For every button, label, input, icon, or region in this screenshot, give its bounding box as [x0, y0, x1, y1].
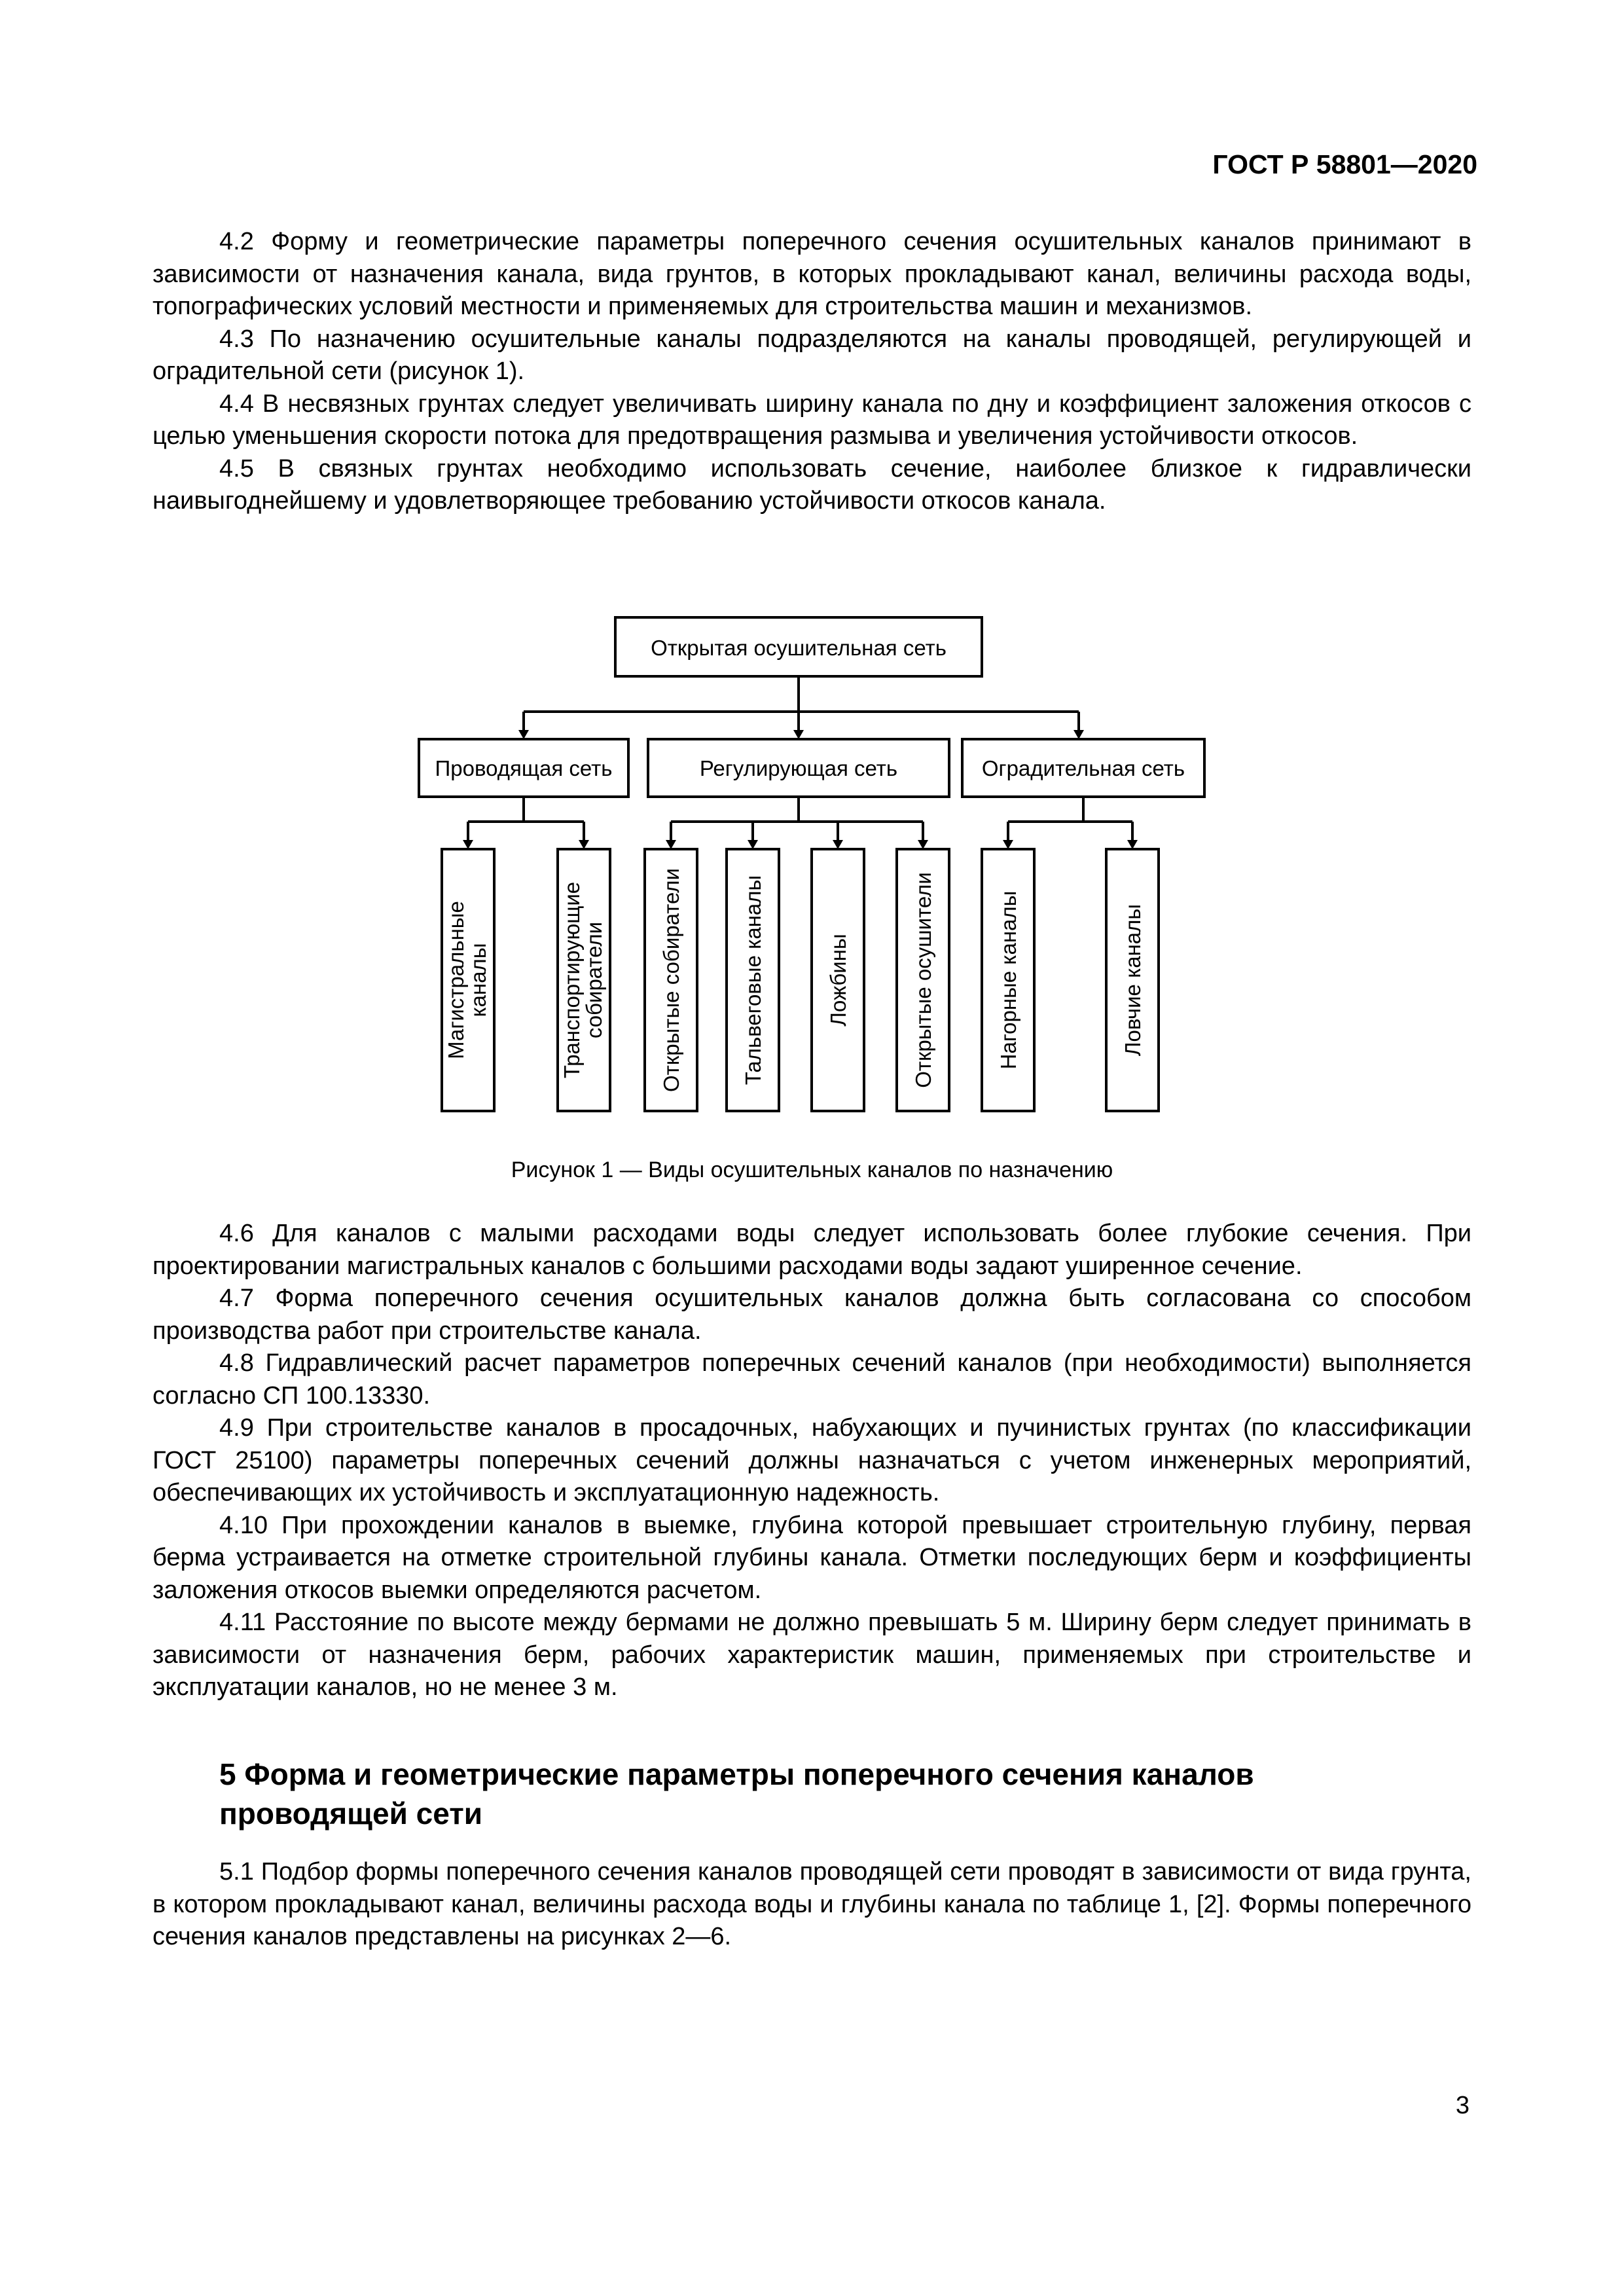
paragraph-4-2: 4.2 Форму и геометрические параметры поперечного сечения осушительных каналов принимают в зависимости от назначения канала, вида грунтов, в которых прокладывают канал, величины расхода воды, топографических условий местности и применяемых для строительства машин и механизмов.	[153, 228, 1471, 320]
leaf-label-lovchie: Ловчие каналы	[1121, 903, 1145, 1057]
arrow-icon	[918, 840, 928, 849]
paragraph-4-9: 4.9 При строительстве каналов в просадочных, набухающих и пучинистых грунтах (по классификации ГОСТ 25100) параметры поперечных сечений должны назначаться с учетом инженерных мероприятий, обеспечивающих их устойчивость и эксплуатационную надежность.	[153, 1414, 1471, 1506]
paragraph-4-7: 4.7 Форма поперечного сечения осушительных каналов должна быть согласована со способом производства работ при строительстве канала.	[153, 1285, 1471, 1345]
group-label-provodyashchaya: Проводящая сеть	[435, 756, 613, 780]
paragraph-4-11: 4.11 Расстояние по высоте между бермами не должно превышать 5 м. Ширину берм следует принимать в зависимости от назначения берм, рабочих характеристик машин, применяемых при строительстве и эксплуатации каналов, но не менее 3 м.	[153, 1609, 1471, 1701]
leaf-label-transport-line2: собиратели	[582, 921, 606, 1039]
leaf-label-nagornye: Нагорные каналы	[996, 890, 1020, 1070]
paragraph-5-1: 5.1 Подбор формы поперечного сечения каналов проводящей сети проводят в зависимости от вида грунта, в котором прокладывают канал, величины расхода воды и глубины канала по таблице 1, [2]. Формы поперечного сечения каналов представлены на рисунках 2—6.	[153, 1858, 1471, 1950]
arrow-icon	[463, 840, 473, 849]
leaf-label-lozhbiny: Ложбины	[826, 934, 850, 1027]
root-label: Открытая осушительная сеть	[651, 636, 947, 660]
arrow-icon	[518, 730, 529, 739]
section-5-title: 5 Форма и геометрические параметры поперечного сечения каналов проводящей сети	[219, 1757, 1254, 1831]
arrow-icon	[1074, 730, 1084, 739]
leaf-label-open-collectors: Открытые собиратели	[659, 868, 683, 1092]
paragraph-4-10: 4.10 При прохождении каналов в выемке, глубина которой превышает строительную глубину, первая берма устраивается на отметке строительной глубины канала. Отметки последующих берм и коэффициенты заложения откосов выемки определяются расчетом.	[153, 1511, 1471, 1604]
figure-caption: Рисунок 1 — Виды осушительных каналов по назначению	[511, 1157, 1113, 1182]
figure-1-diagram	[406, 612, 1218, 1123]
page-number: 3	[1455, 2092, 1470, 2119]
group-label-ogradiltelnaya: Оградительная сеть	[981, 756, 1185, 780]
paragraphs-top	[153, 226, 1471, 518]
paragraph-4-3: 4.3 По назначению осушительные каналы подразделяются на каналы проводящей, регулирующей и оградительной сети (рисунок 1).	[153, 325, 1471, 385]
paragraph-4-5: 4.5 В связных грунтах необходимо использовать сечение, наиболее близкое к гидравлически наивыгоднейшему и удовлетворяющее требованию устойчивости откосов канала.	[153, 454, 1471, 515]
section-5-body	[153, 1856, 1471, 1954]
paragraph-4-6: 4.6 Для каналов с малыми расходами воды следует использовать более глубокие сечения. При проектировании магистральных каналов с большими расходами воды задают уширенное сечение.	[153, 1220, 1471, 1280]
group-label-reguliruyushchaya: Регулирующая сеть	[699, 756, 898, 780]
leaf-label-open-drains: Открытые осушители	[911, 872, 935, 1088]
leaf-label-magistral-line2: каналы	[466, 943, 490, 1017]
document-code: ГОСТ Р 58801—2020	[1212, 149, 1477, 179]
paragraphs-middle	[153, 1218, 1471, 1704]
paragraph-4-4: 4.4 В несвязных грунтах следует увеличивать ширину канала по дну и коэффициент заложения откосов с целью уменьшения скорости потока для предотвращения размыва и увеличения устойчивости откосов.	[153, 390, 1471, 450]
leaf-label-talweg: Тальвеговые каналы	[741, 875, 765, 1085]
arrow-icon	[666, 840, 676, 849]
arrow-icon	[1003, 840, 1013, 849]
leaf-label-magistral-line1: Магистральные	[444, 901, 468, 1059]
classification-tree	[406, 612, 1218, 1123]
arrow-icon	[748, 840, 758, 849]
paragraph-4-8: 4.8 Гидравлический расчет параметров поперечных сечений каналов (при необходимости) выполняется согласно СП 100.13330.	[153, 1349, 1471, 1410]
arrow-icon	[833, 840, 843, 849]
arrow-icon	[579, 840, 589, 849]
arrow-icon	[1127, 840, 1138, 849]
arrow-icon	[793, 730, 804, 739]
leaf-label-transport-line1: Транспортирующие	[560, 881, 584, 1079]
